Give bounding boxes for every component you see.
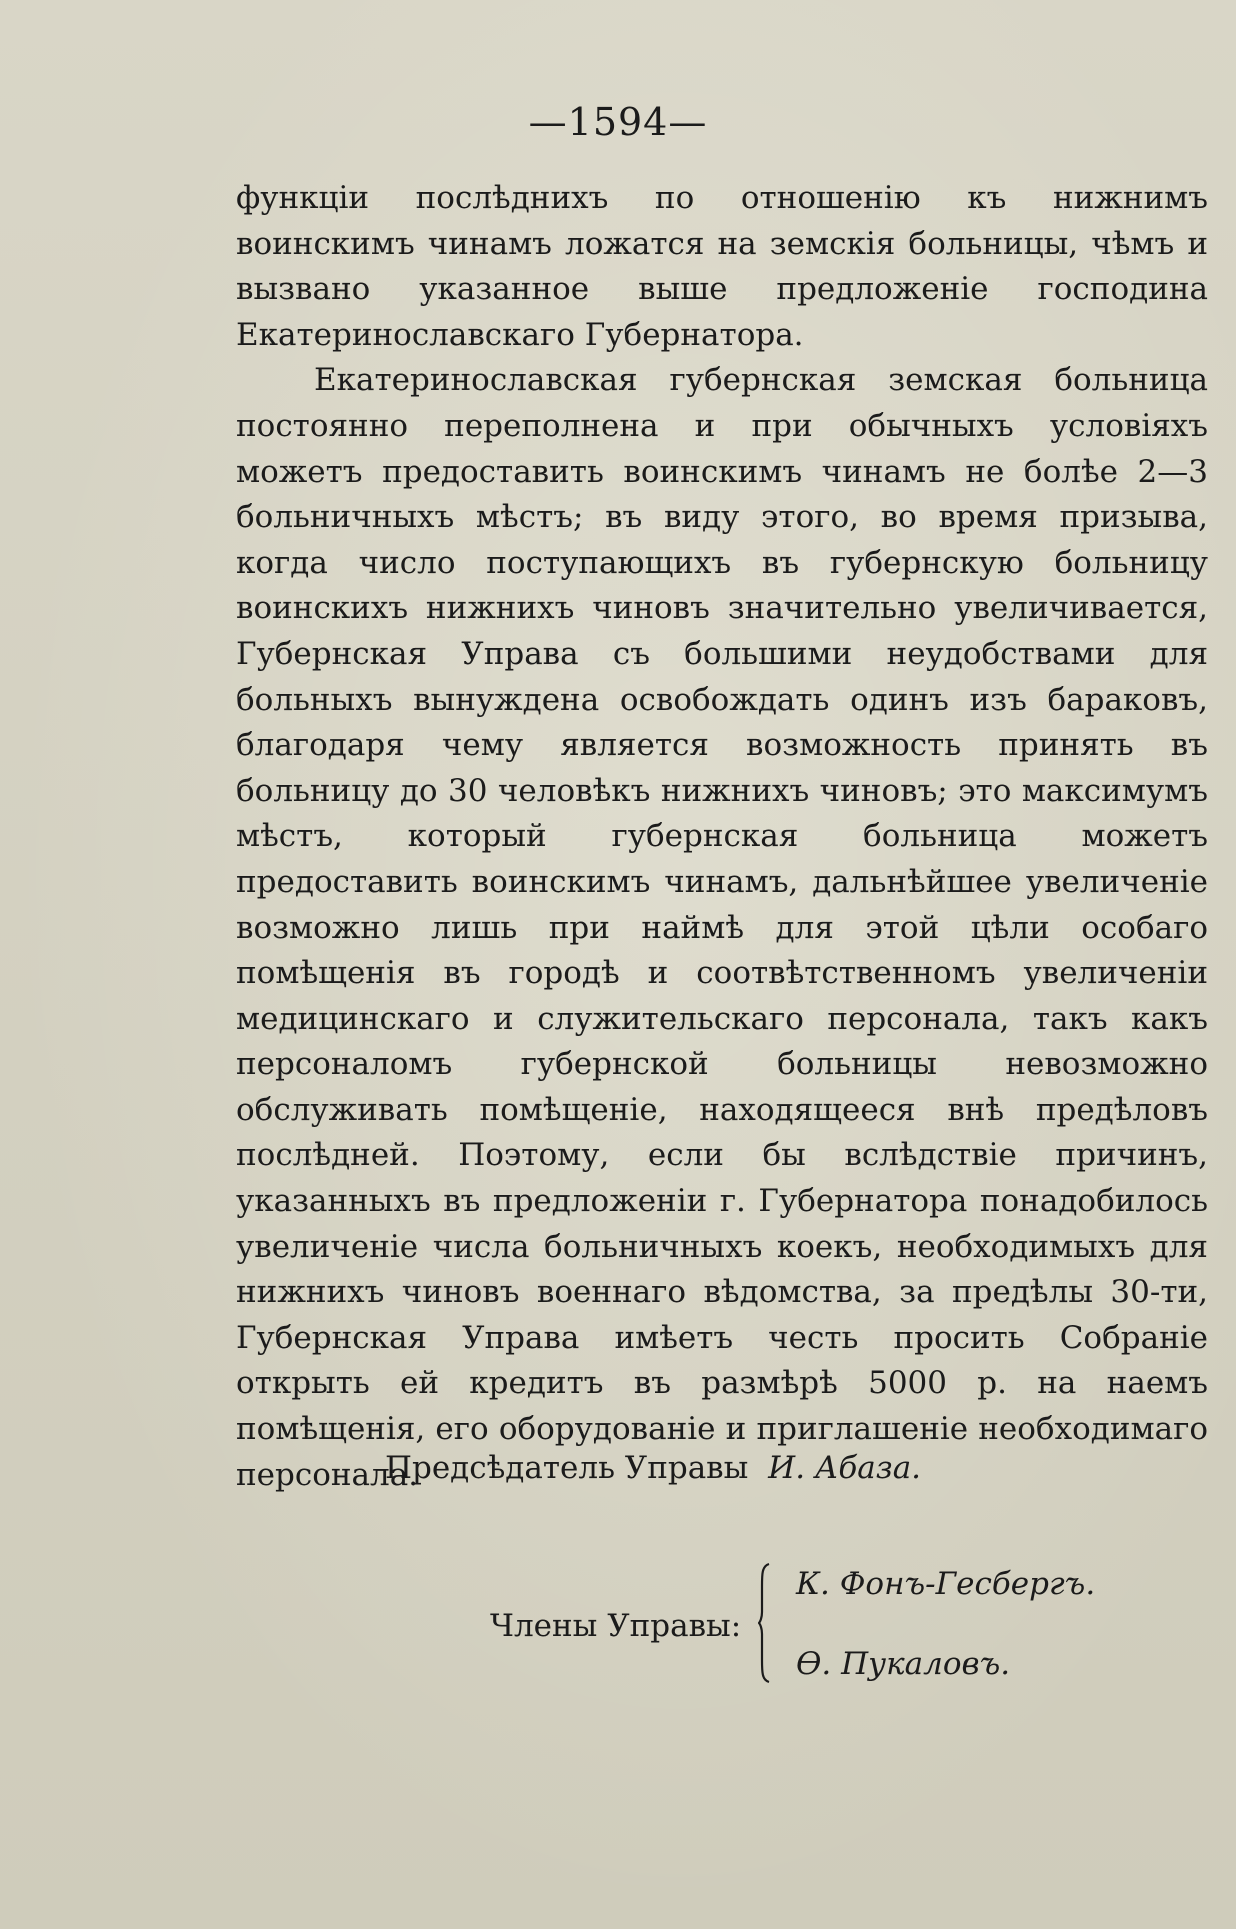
members-label: Члены Управы:	[490, 1608, 742, 1644]
chairman-label: Предсѣдатель Управы	[384, 1450, 749, 1486]
member-name-2: Ѳ. Пукаловъ.	[796, 1646, 1011, 1682]
paragraph-continuation: функціи послѣднихъ по отношенію къ нижнимъ воинскимъ чинамъ ложатся на земскія больницы, чѣмъ и вызвано указанное выше предложеніе господина Екатеринославскаго Губернатора.	[236, 180, 1208, 353]
members-brace	[758, 1562, 772, 1684]
member-name-1: К. Фонъ-Гесбергъ.	[796, 1566, 1096, 1602]
body-text	[236, 176, 1208, 1498]
chairman-signature	[0, 1450, 1236, 1486]
page-number: —1594—	[528, 100, 708, 144]
paragraph-main: Екатеринославская губернская земская больница постоянно переполнена и при обычныхъ условіяхъ можетъ предоставить воинскимъ чинамъ не болѣе 2—3 больничныхъ мѣстъ; въ виду этого, во время призыва, когда число поступающихъ въ губернскую больницу воинскихъ нижнихъ чиновъ значительно увеличивается, Губернская Управа съ большими неудобствами для больныхъ вынуждена освобождать одинъ изъ бараковъ, благодаря чему является возможность принять въ больницу до 30 человѣкъ нижнихъ чиновъ; это максимумъ мѣстъ, который губернская больница можетъ предоставить воинскимъ чинамъ, дальнѣйшее увеличеніе возможно лишь при наймѣ для этой цѣли особаго помѣщенія въ городѣ и соотвѣтственномъ увеличеніи медицинскаго и служительскаго персонала, такъ какъ персоналомъ губернской больницы невозможно обслуживать помѣщеніе, находящееся внѣ предѣловъ послѣдней. Поэтому, если бы вслѣдствіе причинъ, указанныхъ въ предложеніи г. Губернатора понадобилось увеличеніе числа больничныхъ коекъ, необходимыхъ для нижнихъ чиновъ военнаго вѣдомства, за предѣлы 30-ти, Губернская Управа имѣетъ честь просить Собраніе открыть ей кредитъ въ размѣрѣ 5000 р. на наемъ помѣщенія, его оборудованіе и приглашеніе необходимаго персонала.	[236, 362, 1208, 1493]
chairman-name: И. Абаза.	[768, 1450, 922, 1486]
